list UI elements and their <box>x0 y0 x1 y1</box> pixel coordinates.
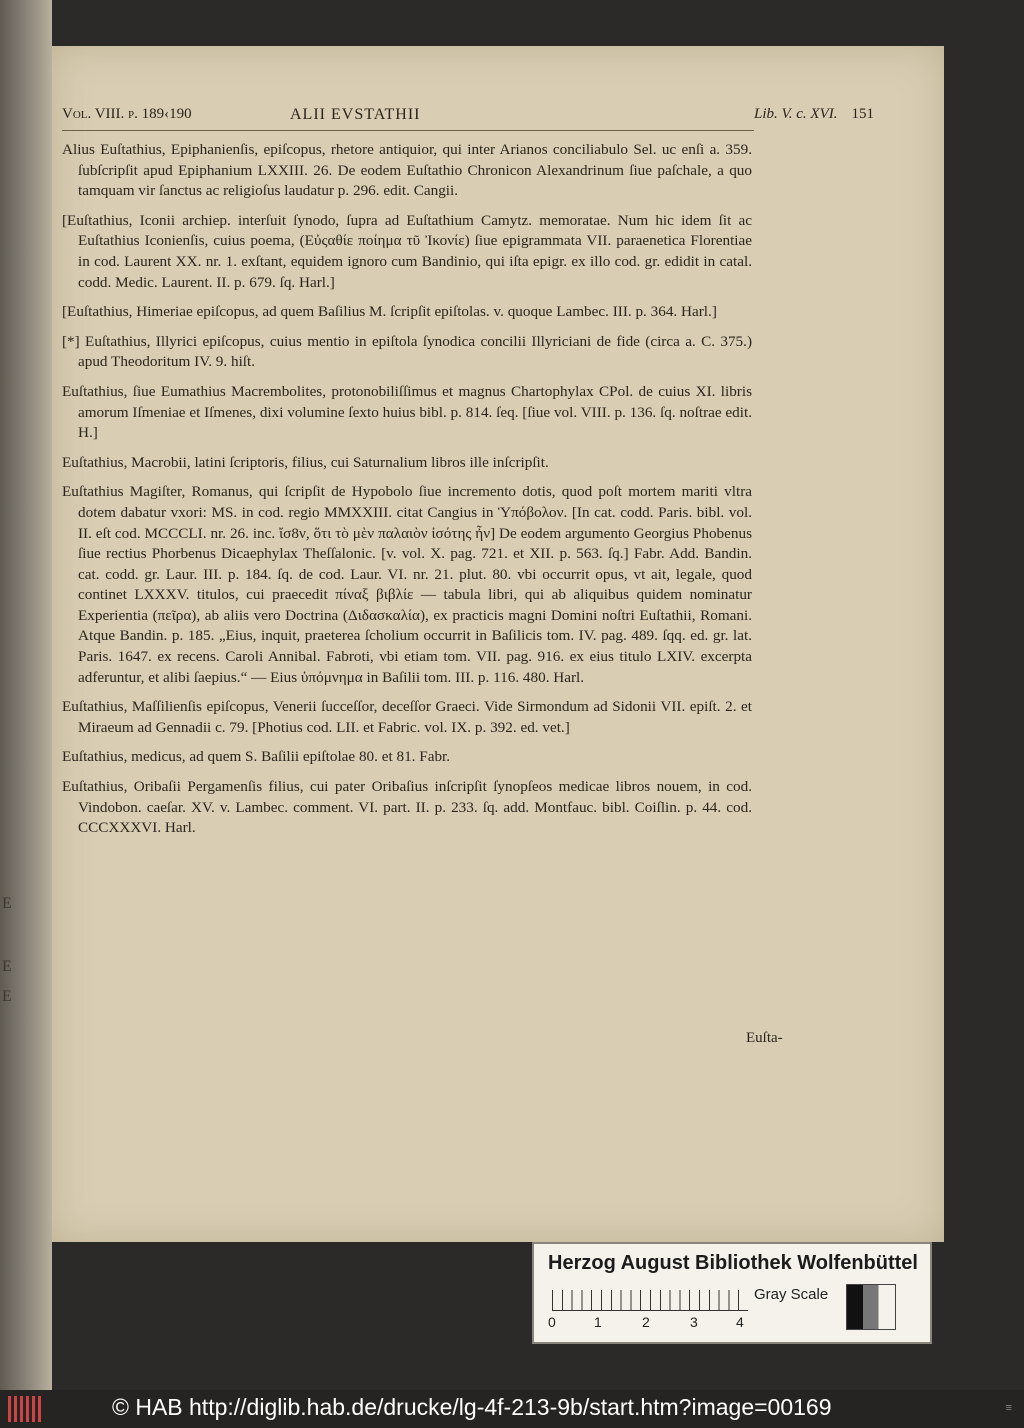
catchword: Euſta- <box>746 1030 783 1046</box>
prev-page-mark: E <box>2 958 12 975</box>
ruler-number: 3 <box>690 1314 698 1330</box>
library-color-scale-card <box>532 1242 932 1344</box>
previous-page-edge <box>0 0 52 1390</box>
menu-icon[interactable]: ≡ <box>1005 1402 1012 1414</box>
entry-eustathius-oribasii: Euſtathius, Oribaſii Pergamenſis filius, cui pater Oribaſius inſcripſit ſynopſeos medicae libros nouem, in cod. Vindobon. caeſar. XV. v. Lambec. comment. VI. part. II. p. 233. ſq. add. Montfauc. bibl. Coiſlin. p. 44. cod. CCCXXXVI. Harl. <box>62 778 752 837</box>
entry-eustathius-massiliensis: Euſtathius, Maſſilienſis epiſcopus, Venerii ſucceſſor, deceſſor Graeci. Vide Sirmondum ad Sidonii VII. epiſt. 2. et Miraeum ad Gennadii c. 79. [Photius cod. LII. et Fabric. vol. IX. p. 392. ed. vet.] <box>62 698 752 736</box>
entry-eustathius-magister: Euſtathius Magiſter, Romanus, qui ſcripſit de Hypobolo ſiue incremento dotis, quod poſt mortem mariti vltra dotem dabatur vxori: MS. in cod. regio MMXXIII. citat Cangius in Ὑπόβολον. [In cat. codd. Paris. bibl. vol. II. eſt cod. MCCCLI. nr. 26. inc. ἴσ8ν, ὅτι τὸ μὲν παλαιὸν ἰσότης ἦν] De eodem argumento Georgius Phobenus ſiue rectius Phorbenus Dicaephylax Theſſalonic. [v. vol. X. pag. 721. et XII. p. 563. ſq.] Fabr. Add. Bandin. cat. codd. gr. Laur. III. p. 184. ſq. de cod. Laur. VI. nr. 21. plut. 80. vbi occurrit opus, vt ait, legale, quod continet LXXXV. titulos, cui praecedit πίναξ βιβλίε — tabula libri, qui ab aliquibus quidem nominatur Experientia (πεῖρα), ab aliis vero Doctrina (Διδασκαλία), ex practicis magni Domini noſtri Euſtathii, Romani. Atque Bandin. p. 185. „Eius, inquit, praeterea ſcholium occurrit in Baſilicis tom. IV. pag. 489. ſqq. ed. gr. lat. Paris. 1647. ex recens. Caroli Annibal. Fabroti, vbi etiam tom. VII. pag. 916. ex eius titulo LXIV. excerpta adferuntur, et alibi ſaepius.“ — Eius ὑπόμνημα in Baſilii tom. III. p. 116. 480. Harl. <box>62 483 752 686</box>
header-rule <box>62 130 754 131</box>
page-body <box>62 140 752 848</box>
gray-scale-label: Gray Scale <box>754 1286 829 1303</box>
gray-scale-swatches <box>846 1284 896 1330</box>
header-chapter-ref <box>754 106 874 123</box>
viewer-footer <box>0 1390 1024 1428</box>
library-name: Herzog August Bibliothek Wolfenbüttel <box>548 1252 918 1274</box>
source-url[interactable]: © HAB http://diglib.hab.de/drucke/lg-4f-213-9b/start.htm?image=00169 <box>112 1394 832 1420</box>
entry-eustathius-macrobii: Euſtathius, Macrobii, latini ſcriptoris, filius, cui Saturnalium libros ille inſcripſit. <box>62 453 549 471</box>
ruler-number: 2 <box>642 1314 650 1330</box>
header-volume-ref: Vol. VIII. p. 189‹190 <box>62 106 192 122</box>
header-chapter-text: Lib. V. c. XVI. <box>754 106 838 122</box>
page-number: 151 <box>851 106 874 122</box>
header-title: ALII EVSTATHII <box>290 106 421 123</box>
entry-eustathius-epiphaniensis: Alius Euſtathius, Epiphanienſis, epiſcopus, rhetore antiquior, qui inter Arianos conciliabulo Sel. uc enſi a. 359. ſubſcripſit apud Epiphanium LXXIII. 26. De eodem Euſtathio Chronicon Alexandrinum ſiue paſchale, a quo tamquam vir ſanctus ac religioſus laudatur p. 296. edit. Cangii. <box>62 141 752 200</box>
ruler-number: 4 <box>736 1314 744 1330</box>
measurement-ruler <box>552 1290 748 1311</box>
entry-eustathius-medicus: Euſtathius, medicus, ad quem S. Baſilii epiſtolae 80. et 81. Fabr. <box>62 748 451 766</box>
running-header <box>62 106 874 132</box>
prev-page-mark: E <box>2 988 12 1005</box>
hab-logo-icon <box>8 1396 42 1422</box>
ruler-number: 1 <box>594 1314 602 1330</box>
entry-eustathius-illyrici: [*] Euſtathius, Illyrici epiſcopus, cuius mentio in epiſtola ſynodica concilii Illyriciani de fide (circa a. C. 375.) apud Theodoritum IV. 9. hiſt. <box>62 332 752 371</box>
entry-eustathius-himeriae: [Euſtathius, Himeriae epiſcopus, ad quem Baſilius M. ſcripſit epiſtolas. v. quoque Lambec. III. p. 364. Harl.] <box>62 303 717 321</box>
ruler-number: 0 <box>548 1314 556 1330</box>
prev-page-mark: E <box>2 895 12 912</box>
entry-eustathius-macrembolites: Euſtathius, ſiue Eumathius Macrembolites, protonobiliſſimus et magnus Chartophylax CPol. de cuius XI. libris amorum Iſmeniae et Iſmenes, dixi volumine ſexto huius bibl. p. 814. ſeq. [ſiue vol. VIII. p. 136. ſq. noſtrae edit. H.] <box>62 382 752 442</box>
ruler-numbers <box>548 1314 748 1330</box>
entry-eustathius-iconii: [Euſtathius, Iconii archiep. interſuit ſynodo, ſupra ad Euſtathium Camytz. memoratae. Num hic idem ſit ac Euſtathius Iconienſis, cuius poema, (Εὐςαθίε ποίημα τῦ Ἰκονίε) ſiue epigrammata VII. paraenetica Florentiae in cod. Laurent XX. nr. 1. exſtant, equidem ignoro cum Bandinio, qui iſta epigr. ex illo cod. gr. edidit in catal. codd. Medic. Laurent. II. p. 679. ſq. Harl.] <box>62 211 752 291</box>
